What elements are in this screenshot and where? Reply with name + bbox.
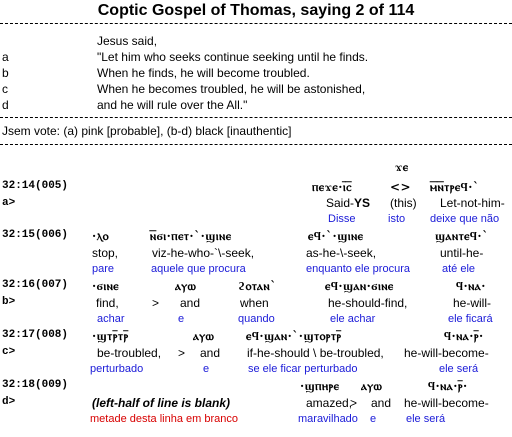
line-ref: 32:17(008) bbox=[2, 329, 69, 341]
english-gloss: when bbox=[240, 296, 269, 310]
portuguese-gloss: quando bbox=[238, 313, 275, 325]
english-gloss: viz-he-who-`\-seek, bbox=[152, 246, 255, 260]
divider-bottom bbox=[0, 144, 512, 145]
english-gloss: he-will-become- bbox=[404, 396, 489, 410]
portuguese-gloss: deixe que não bbox=[430, 213, 500, 225]
coptic-word: ⲉϥ·ϣⲁⲛ·`·ϣⲧⲟⲣⲧⲣ̅ bbox=[246, 329, 342, 343]
line-ref: 32:16(007) bbox=[2, 279, 69, 291]
saying-line-c: When he becomes troubled, he will be astonished, bbox=[97, 82, 366, 96]
saying-letter-b: b bbox=[2, 66, 9, 80]
portuguese-gloss: maravilhado bbox=[298, 413, 358, 425]
portuguese-gloss: Disse bbox=[328, 213, 356, 225]
blank-line-note-portuguese: metade desta linha em branco bbox=[90, 413, 238, 425]
portuguese-gloss: e bbox=[203, 363, 210, 375]
portuguese-gloss: aquele que procura bbox=[151, 263, 246, 275]
english-gloss: until-he- bbox=[440, 246, 484, 260]
coptic-word: ⲁⲩⲱ bbox=[193, 329, 215, 343]
coptic-word: ·ⲗⲟ bbox=[92, 229, 110, 243]
coptic-word: ·ϭⲓⲛⲉ bbox=[92, 279, 120, 293]
coptic-word: ⲉϥ·`·ϣⲓⲛⲉ bbox=[308, 229, 364, 243]
coptic-word: <> bbox=[390, 180, 412, 194]
coptic-word: ·ϣⲧⲣ̅ⲧⲣ̅ bbox=[92, 329, 129, 343]
portuguese-gloss: enquanto ele procura bbox=[306, 263, 410, 275]
divider-top bbox=[0, 23, 512, 24]
portuguese-gloss: e bbox=[370, 413, 377, 425]
coptic-word: ⲙ̅ⲛ̅ⲧⲣⲉϥ·` bbox=[430, 180, 480, 194]
saying-line-marker: d> bbox=[2, 396, 16, 408]
saying-line-marker: b> bbox=[2, 296, 16, 308]
vote-line: Jsem vote: (a) pink [probable], (b-d) black [inauthentic] bbox=[2, 124, 292, 138]
coptic-word: ϩⲟⲧⲁⲛ` bbox=[238, 279, 277, 293]
english-gloss: find, bbox=[96, 296, 119, 310]
coptic-word: ϥ·ⲛⲁ·ⲣ̅· bbox=[428, 379, 468, 393]
line-ref: 32:15(006) bbox=[2, 229, 69, 241]
coptic-word: ·ϣⲡⲏⲣⲉ bbox=[300, 379, 340, 393]
english-gloss: Said-YS bbox=[326, 196, 371, 210]
portuguese-gloss: ele será bbox=[439, 363, 479, 375]
portuguese-gloss: perturbado bbox=[90, 363, 144, 375]
line-ref: 32:14(005) bbox=[2, 180, 69, 192]
saying-letter-d: d bbox=[2, 98, 9, 112]
portuguese-gloss: pare bbox=[92, 263, 115, 275]
portuguese-gloss: isto bbox=[388, 213, 406, 225]
coptic-word-extra: ϫⲉ bbox=[395, 160, 409, 174]
portuguese-gloss: se ele ficar perturbado bbox=[248, 363, 358, 375]
saying-line-b: When he finds, he will become troubled. bbox=[97, 66, 310, 80]
coptic-word: ϥ·ⲛⲁ· bbox=[456, 279, 486, 293]
coptic-word: ⲉϥ·ϣⲁⲛ·ϭⲓⲛⲉ bbox=[325, 279, 394, 293]
saying-line-marker: c> bbox=[2, 346, 16, 358]
english-gloss: and bbox=[200, 346, 221, 360]
english-gloss: he-will-become- bbox=[404, 346, 489, 360]
divider-middle bbox=[0, 117, 512, 118]
coptic-word: ⲡⲉϫⲉ·ⲓ̅ⲥ̅ bbox=[312, 180, 352, 194]
coptic-word: ϥ·ⲛⲁ·ⲣ̅· bbox=[444, 329, 484, 343]
english-gloss: and bbox=[180, 296, 201, 310]
page-title: Coptic Gospel of Thomas, saying 2 of 114 bbox=[97, 2, 415, 19]
english-gloss: stop, bbox=[92, 246, 119, 260]
saying-letter-c: c bbox=[2, 82, 8, 96]
coptic-word: ⲁⲩⲱ bbox=[361, 379, 383, 393]
english-gloss: as-he-\-seek, bbox=[306, 246, 377, 260]
saying-intro: Jesus said, bbox=[97, 34, 158, 48]
english-gloss: if-he-should \ be-troubled, bbox=[247, 346, 384, 360]
coptic-word: ϣⲁⲛⲧⲉϥ·` bbox=[435, 229, 489, 243]
portuguese-gloss: ele ficará bbox=[448, 313, 493, 325]
english-gloss: be-troubled, bbox=[97, 346, 162, 360]
portuguese-gloss: ele será bbox=[406, 413, 446, 425]
blank-line-note: (left-half of line is blank) bbox=[92, 396, 231, 410]
line-ref: 32:18(009) bbox=[2, 379, 69, 391]
english-gloss: > bbox=[350, 396, 358, 410]
english-gloss: and bbox=[371, 396, 392, 410]
saying-line-marker: a> bbox=[2, 197, 16, 209]
english-gloss: amazed, bbox=[306, 396, 353, 410]
english-gloss: > bbox=[178, 346, 186, 360]
english-gloss: > bbox=[152, 296, 160, 310]
english-gloss: he-will- bbox=[453, 296, 492, 310]
coptic-word: ⲛ̅ϭⲓ·ⲡⲉⲧ·`·ϣⲓⲛⲉ bbox=[150, 229, 232, 243]
portuguese-gloss: até ele bbox=[442, 263, 476, 275]
portuguese-gloss: ele achar bbox=[330, 313, 376, 325]
saying-line-d: and he will rule over the All." bbox=[97, 98, 248, 112]
portuguese-gloss: e bbox=[178, 313, 185, 325]
english-gloss: Let-not-him- bbox=[440, 196, 505, 210]
english-gloss: he-should-find, bbox=[328, 296, 408, 310]
coptic-word: ⲁⲩⲱ bbox=[175, 279, 197, 293]
english-gloss: (this) bbox=[390, 196, 417, 210]
portuguese-gloss: achar bbox=[97, 313, 125, 325]
saying-letter-a: a bbox=[2, 50, 9, 64]
saying-line-a: "Let him who seeks continue seeking until he finds. bbox=[97, 50, 369, 64]
